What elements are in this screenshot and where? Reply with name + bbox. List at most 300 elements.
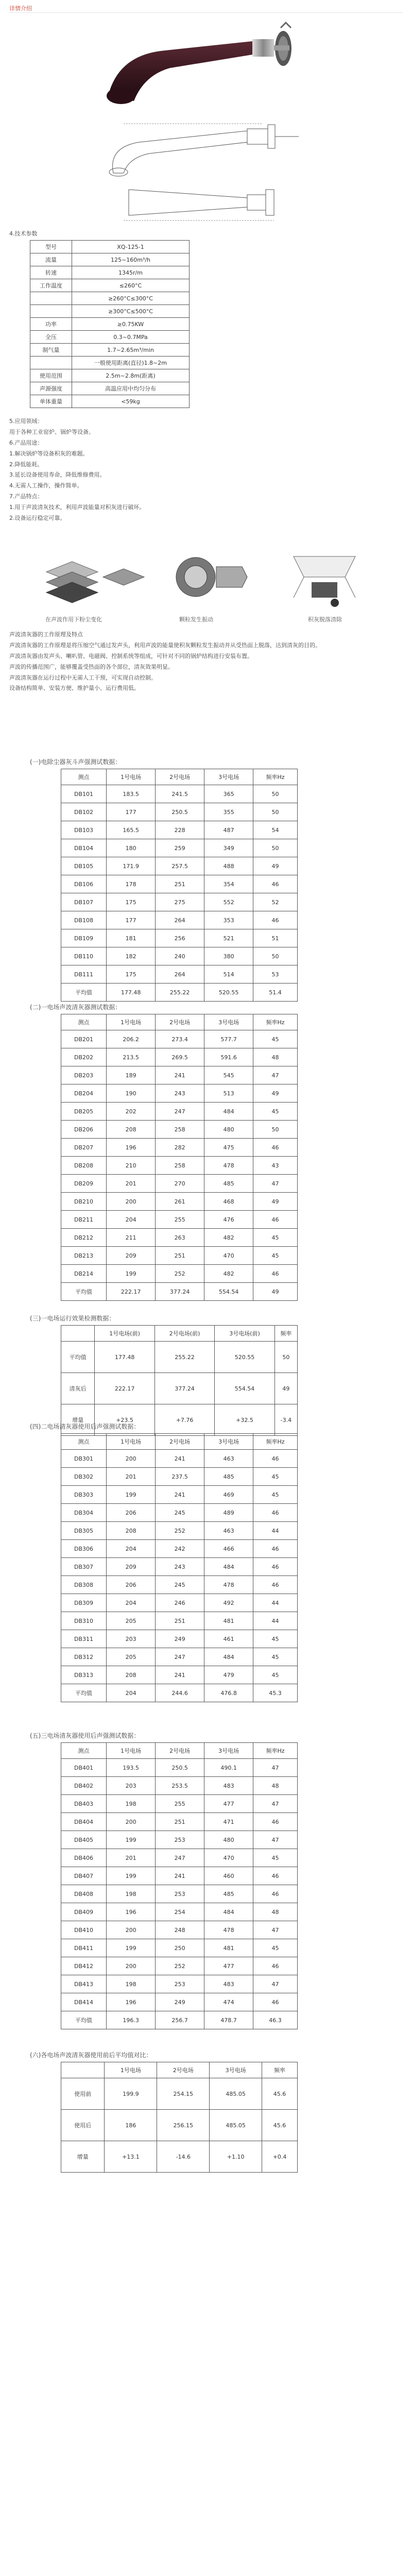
table-row <box>61 1468 298 1486</box>
table-cell: 484 <box>204 1558 253 1576</box>
column-header: 1号电场(前) <box>95 1326 154 1342</box>
table-cell: 241 <box>156 1666 204 1684</box>
table-cell: 201 <box>107 1175 156 1193</box>
spec-label <box>30 305 72 318</box>
table-cell: 46.3 <box>253 2011 298 2029</box>
spec-row <box>30 331 190 344</box>
table-cell: 205 <box>107 1612 156 1630</box>
table-cell: 256 <box>156 929 204 947</box>
table-cell: DB102 <box>61 803 107 821</box>
column-header: 3号电场 <box>204 1434 253 1450</box>
table-cell: 471 <box>204 1813 253 1831</box>
spec-value: ≥0.75KW <box>72 318 190 331</box>
spec-row <box>30 318 190 331</box>
table-cell: 平均值 <box>61 1283 107 1301</box>
table-cell: 203 <box>107 1630 156 1648</box>
column-header <box>61 1326 95 1342</box>
paragraph: 用于各种工业窑炉、锅炉等设备。 <box>9 428 94 435</box>
table-cell: 484 <box>204 1103 253 1121</box>
table-row <box>61 929 298 947</box>
table-cell: 43 <box>253 1157 298 1175</box>
table-cell: 46 <box>253 1450 298 1468</box>
spec-label: 流量 <box>30 253 72 266</box>
divider <box>9 12 403 13</box>
table-cell: 245 <box>156 1576 204 1594</box>
spec-row <box>30 357 190 369</box>
table-cell: DB404 <box>61 1813 107 1831</box>
table-cell: 48 <box>253 1777 298 1795</box>
table-cell: 241 <box>156 1450 204 1468</box>
table-cell: +0.4 <box>262 2141 298 2173</box>
table-cell: 478.7 <box>204 2011 253 2029</box>
table-cell: 554.54 <box>204 1283 253 1301</box>
table-cell: 251 <box>156 875 204 893</box>
spec-label: 功率 <box>30 318 72 331</box>
table-cell: 245 <box>156 1504 204 1522</box>
column-header: 2号电场(前) <box>154 1326 214 1342</box>
spec-label: 工作温度 <box>30 279 72 292</box>
paragraph: 1.解决锅炉等设备积灰的难题。 <box>9 450 89 457</box>
table-row <box>61 1648 298 1666</box>
table-row <box>61 1450 298 1468</box>
table-cell: 45 <box>253 1468 298 1486</box>
table-row <box>61 1885 298 1903</box>
table-row <box>61 1175 298 1193</box>
table-cell: 554.54 <box>215 1373 274 1404</box>
spec-label: 型号 <box>30 241 72 253</box>
table-cell: 241.5 <box>156 785 204 803</box>
table-row <box>61 1373 298 1404</box>
table-cell: 485.05 <box>210 2110 262 2141</box>
data-table <box>61 1742 298 2029</box>
table-cell: 177.48 <box>107 984 156 1002</box>
table-cell: 46 <box>253 911 298 929</box>
table-cell: 208 <box>107 1522 156 1540</box>
column-header: 3号电场 <box>204 1014 253 1030</box>
table-cell: 196 <box>107 1993 156 2011</box>
table-cell: 46 <box>253 1867 298 1885</box>
table-cell: DB403 <box>61 1795 107 1813</box>
table-cell: 199 <box>107 1265 156 1283</box>
table-cell: 199 <box>107 1831 156 1849</box>
table-cell: 177.48 <box>95 1342 154 1373</box>
column-header: 频率 <box>262 2062 298 2078</box>
table-row <box>61 1211 298 1229</box>
vibration-illustration <box>176 557 247 597</box>
table-cell: +1.10 <box>210 2141 262 2173</box>
table-cell: 181 <box>107 929 156 947</box>
table-cell: 466 <box>204 1540 253 1558</box>
table-row <box>61 2011 298 2029</box>
table-row <box>61 1957 298 1975</box>
table-cell: 253 <box>156 1831 204 1849</box>
table-row <box>61 1157 298 1175</box>
table-row <box>61 1849 298 1867</box>
table-cell: 52 <box>253 893 298 911</box>
table-cell: 51 <box>253 929 298 947</box>
table-cell: 47 <box>253 1921 298 1939</box>
table-cell: 481 <box>204 1939 253 1957</box>
table-cell: 222.17 <box>95 1373 154 1404</box>
table-cell: 255.22 <box>154 1342 214 1373</box>
table-row <box>61 1404 298 1436</box>
table-cell: 242 <box>156 1540 204 1558</box>
table-cell: 47 <box>253 1066 298 1084</box>
column-header: 测点 <box>61 1743 107 1759</box>
table-cell: DB412 <box>61 1957 107 1975</box>
table-row <box>61 1522 298 1540</box>
table-cell: 198 <box>107 1975 156 1993</box>
table-cell: 45 <box>253 1247 298 1265</box>
table-cell: DB108 <box>61 911 107 929</box>
table-cell: 199.9 <box>105 2078 157 2110</box>
table-cell: 250 <box>156 1939 204 1957</box>
table-cell: DB203 <box>61 1066 107 1084</box>
table-cell: 468 <box>204 1193 253 1211</box>
table-cell: 241 <box>156 1486 204 1504</box>
table-cell: 481 <box>204 1612 253 1630</box>
table-cell: DB105 <box>61 857 107 875</box>
spec-row <box>30 292 190 305</box>
table-cell: 45 <box>253 1648 298 1666</box>
breadcrumb[interactable]: 详情介绍 <box>9 5 32 12</box>
table-cell: 46 <box>253 1993 298 2011</box>
paragraph: 5.应用领域： <box>9 418 43 425</box>
table-cell: 49 <box>274 1373 297 1404</box>
table-cell: 46 <box>253 1576 298 1594</box>
table-cell: 264 <box>156 911 204 929</box>
table-cell: 253 <box>156 1975 204 1993</box>
table-cell: 46 <box>253 1265 298 1283</box>
table-row <box>61 1831 298 1849</box>
column-header: 频率Hz <box>253 769 298 785</box>
spec-label: 转速 <box>30 266 72 279</box>
table-cell: 208 <box>107 1121 156 1139</box>
table-cell: 45.6 <box>262 2078 298 2110</box>
table-cell: 241 <box>156 1066 204 1084</box>
table-cell: 196.3 <box>107 2011 156 2029</box>
table-cell: 485 <box>204 1885 253 1903</box>
figure-caption-3: 积灰脱落清除 <box>308 616 342 623</box>
table-cell: 47 <box>253 1175 298 1193</box>
table-cell: 252 <box>156 1957 204 1975</box>
table-cell: DB111 <box>61 965 107 984</box>
table-row <box>61 1666 298 1684</box>
table-cell: DB213 <box>61 1247 107 1265</box>
table-cell: DB206 <box>61 1121 107 1139</box>
table-cell: 270 <box>156 1175 204 1193</box>
column-header: 1号电场 <box>105 2062 157 2078</box>
table-cell: 201 <box>107 1849 156 1867</box>
data-table <box>61 2062 298 2173</box>
table-cell: 45 <box>253 1486 298 1504</box>
column-header: 3号电场(前) <box>215 1326 274 1342</box>
table-row <box>61 1504 298 1522</box>
table-cell: DB313 <box>61 1666 107 1684</box>
spec-label <box>30 357 72 369</box>
table-cell: 45 <box>253 1630 298 1648</box>
paragraph: 设备结构简单、安装方便、维护量小、运行费用低。 <box>9 685 140 692</box>
table-cell: 478 <box>204 1576 253 1594</box>
table-header-row <box>61 1434 298 1450</box>
body-text <box>9 630 401 694</box>
table-cell: DB109 <box>61 929 107 947</box>
table-cell: 252 <box>156 1522 204 1540</box>
table-cell: 521 <box>204 929 253 947</box>
paragraph: 6.产品用途： <box>9 439 43 446</box>
table-cell: 273.4 <box>156 1030 204 1048</box>
table-cell: DB207 <box>61 1139 107 1157</box>
spec-value: 1.7~2.65m³/min <box>72 344 190 357</box>
table-cell: 177 <box>107 803 156 821</box>
table-cell: 45 <box>253 1030 298 1048</box>
column-header: 测点 <box>61 1014 107 1030</box>
table-row <box>61 984 298 1002</box>
spec-row <box>30 241 190 253</box>
table-cell: 483 <box>204 1777 253 1795</box>
table-cell: 46 <box>253 1813 298 1831</box>
table-cell: 470 <box>204 1849 253 1867</box>
table-cell: DB205 <box>61 1103 107 1121</box>
table-cell: DB110 <box>61 947 107 965</box>
table-cell: 487 <box>204 821 253 839</box>
column-header: 测点 <box>61 1434 107 1450</box>
table-cell: 259 <box>156 839 204 857</box>
table-cell: 165.5 <box>107 821 156 839</box>
table-row <box>61 857 298 875</box>
product-photo-horn <box>98 19 314 111</box>
table-cell: 53 <box>253 965 298 984</box>
table-cell: DB209 <box>61 1175 107 1193</box>
table-header-row <box>61 1014 298 1030</box>
table-cell: 380 <box>204 947 253 965</box>
table-cell: DB305 <box>61 1522 107 1540</box>
table-cell: 469 <box>204 1486 253 1504</box>
table-row <box>61 1867 298 1885</box>
table-cell: -3.4 <box>274 1404 297 1436</box>
table-cell: 45 <box>253 1939 298 1957</box>
table-cell: 254.15 <box>157 2078 210 2110</box>
table-cell: 463 <box>204 1522 253 1540</box>
table-cell: 204 <box>107 1211 156 1229</box>
table-cell: 477 <box>204 1957 253 1975</box>
table-row <box>61 1630 298 1648</box>
table-cell: 47 <box>253 1831 298 1849</box>
spec-value: ≥260°C≤300°C <box>72 292 190 305</box>
table-cell: 255 <box>156 1795 204 1813</box>
table-cell: DB204 <box>61 1084 107 1103</box>
table-cell: 490.1 <box>204 1759 253 1777</box>
column-header: 2号电场 <box>156 1743 204 1759</box>
table-cell: 200 <box>107 1193 156 1211</box>
column-header: 3号电场 <box>210 2062 262 2078</box>
table-cell: DB406 <box>61 1849 107 1867</box>
table-cell: 577.7 <box>204 1030 253 1048</box>
table-cell: 250.5 <box>156 1759 204 1777</box>
table-cell: 190 <box>107 1084 156 1103</box>
column-header: 2号电场 <box>156 769 204 785</box>
table-cell: 44 <box>253 1522 298 1540</box>
table-row <box>61 2141 298 2173</box>
table-title: (四)二电场清灰器使用后声强测试数据： <box>30 1423 140 1430</box>
spec-row <box>30 305 190 318</box>
table-cell: 45 <box>253 1666 298 1684</box>
table-cell: DB402 <box>61 1777 107 1795</box>
table-cell: 46 <box>253 1558 298 1576</box>
table-cell: DB212 <box>61 1229 107 1247</box>
table-cell: DB311 <box>61 1630 107 1648</box>
table-cell: 480 <box>204 1831 253 1849</box>
table-cell: DB103 <box>61 821 107 839</box>
table-cell: 177 <box>107 911 156 929</box>
table-cell: 47 <box>253 1759 298 1777</box>
spec-label: 全压 <box>30 331 72 344</box>
table-row <box>61 1759 298 1777</box>
figure-caption-1: 在声波作用下粉尘变化 <box>45 616 102 623</box>
table-row <box>61 1594 298 1612</box>
table-cell: +23.5 <box>95 1404 154 1436</box>
table-cell: 244.6 <box>156 1684 204 1702</box>
spec-row <box>30 344 190 357</box>
column-header: 频率Hz <box>253 1743 298 1759</box>
table-header-row <box>61 1326 298 1342</box>
table-cell: 478 <box>204 1921 253 1939</box>
table-cell: DB303 <box>61 1486 107 1504</box>
data-table <box>61 769 298 1002</box>
table-cell: 44 <box>253 1594 298 1612</box>
table-cell: DB101 <box>61 785 107 803</box>
spec-row <box>30 369 190 382</box>
table-cell: 189 <box>107 1066 156 1084</box>
table-row <box>61 1247 298 1265</box>
table-cell: 249 <box>156 1993 204 2011</box>
table-row <box>61 1048 298 1066</box>
table-row <box>61 1921 298 1939</box>
table-row <box>61 1229 298 1247</box>
table-cell: 206 <box>107 1504 156 1522</box>
table-cell: 246 <box>156 1594 204 1612</box>
table-cell: 241 <box>156 1867 204 1885</box>
table-cell: 46 <box>253 1504 298 1522</box>
table-cell: 209 <box>107 1558 156 1576</box>
table-row <box>61 1084 298 1103</box>
table-row <box>61 2078 298 2110</box>
table-cell: 182 <box>107 947 156 965</box>
column-header: 2号电场 <box>156 1434 204 1450</box>
table-row <box>61 821 298 839</box>
table-cell: 479 <box>204 1666 253 1684</box>
table-cell: 258 <box>156 1121 204 1139</box>
table-cell: 186 <box>105 2110 157 2141</box>
table-cell: 513 <box>204 1084 253 1103</box>
table-row <box>61 1684 298 1702</box>
table-cell: 252 <box>156 1265 204 1283</box>
column-header: 1号电场 <box>107 1014 156 1030</box>
paragraph: 声波清灰器的工作原理是将压缩空气通过发声头，利用声波的能量使积灰颗粒发生振动并从受热面上脱落，达到清灰的目的。 <box>9 641 321 649</box>
table-row <box>61 1540 298 1558</box>
table-cell: 175 <box>107 893 156 911</box>
table-cell: 240 <box>156 947 204 965</box>
spec-row <box>30 382 190 395</box>
table-cell: 使用后 <box>61 2110 105 2141</box>
table-cell: 49 <box>253 857 298 875</box>
table-cell: 206.2 <box>107 1030 156 1048</box>
table-cell: 200 <box>107 1813 156 1831</box>
table-cell: DB214 <box>61 1265 107 1283</box>
table-cell: 247 <box>156 1648 204 1666</box>
column-header: 1号电场 <box>107 769 156 785</box>
table-row <box>61 1486 298 1504</box>
table-cell: 257.5 <box>156 857 204 875</box>
dust-change-illustration <box>46 562 144 603</box>
table-cell: 248 <box>156 1921 204 1939</box>
table-cell: DB107 <box>61 893 107 911</box>
table-cell: 175 <box>107 965 156 984</box>
table-row <box>61 893 298 911</box>
table-cell: 476.8 <box>204 1684 253 1702</box>
spec-row <box>30 253 190 266</box>
spec-value: <59kg <box>72 395 190 408</box>
table-cell: 178 <box>107 875 156 893</box>
paragraph: 3.延长设备使用寿命，降低维修费用。 <box>9 471 106 479</box>
table-row <box>61 1342 298 1373</box>
table-row <box>61 1283 298 1301</box>
table-cell: 199 <box>107 1939 156 1957</box>
table-cell: 46 <box>253 1540 298 1558</box>
table-cell: 45 <box>253 1229 298 1247</box>
process-illustrations <box>26 546 397 613</box>
table-cell: 552 <box>204 893 253 911</box>
table-cell: 平均值 <box>61 2011 107 2029</box>
table-cell: 49 <box>253 1084 298 1103</box>
table-cell: 247 <box>156 1849 204 1867</box>
table-cell: 47 <box>253 1795 298 1813</box>
column-header: 2号电场 <box>156 1014 204 1030</box>
table-cell: 45.6 <box>262 2110 298 2141</box>
table-title: (二)一电场声波清灰器测试数据： <box>30 1004 122 1011</box>
table-cell: 253.5 <box>156 1777 204 1795</box>
table-cell: 50 <box>253 839 298 857</box>
table-cell: DB211 <box>61 1211 107 1229</box>
table-cell: 477 <box>204 1795 253 1813</box>
column-header: 频率Hz <box>253 1434 298 1450</box>
table-row <box>61 1265 298 1283</box>
table-cell: 47 <box>253 1975 298 1993</box>
table-cell: 201 <box>107 1468 156 1486</box>
table-cell: 269.5 <box>156 1048 204 1066</box>
table-cell: 243 <box>156 1084 204 1103</box>
table-cell: DB310 <box>61 1612 107 1630</box>
table-title: (一)电除尘器灰斗声强测试数据： <box>30 758 122 766</box>
spec-value: 125~160m³/h <box>72 253 190 266</box>
table-cell: 485 <box>204 1468 253 1486</box>
table-cell: 545 <box>204 1066 253 1084</box>
table-cell: 355 <box>204 803 253 821</box>
table-row <box>61 839 298 857</box>
table-cell: 50 <box>253 1121 298 1139</box>
table-cell: 183.5 <box>107 785 156 803</box>
intro-text <box>9 416 401 524</box>
table-cell: 204 <box>107 1684 156 1702</box>
table-cell: 49 <box>253 1283 298 1301</box>
table-cell: DB409 <box>61 1903 107 1921</box>
table-cell: 377.24 <box>154 1373 214 1404</box>
column-header: 3号电场 <box>204 769 253 785</box>
table-cell: 237.5 <box>156 1468 204 1486</box>
table-row <box>61 1975 298 1993</box>
paragraph: 2.降低能耗。 <box>9 461 43 468</box>
table-cell: 349 <box>204 839 253 857</box>
